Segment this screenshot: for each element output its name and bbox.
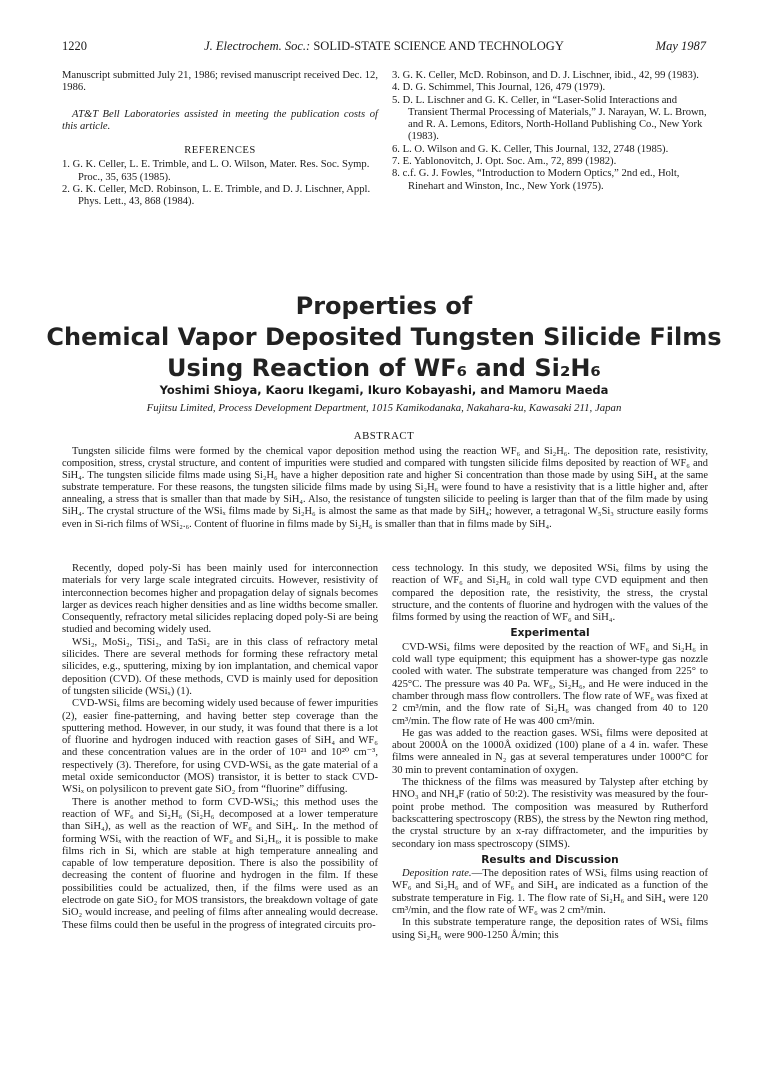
journal-name xyxy=(62,39,706,54)
body-paragraph: He gas was added to the reaction gases. WSiₓ films were deposited at about 2000Å on the 1000Å oxidized (100) plane of a 4 in. wafer. These films were annealed in N₂ gas at several temperatures under 1000°C for 30 min to prevent contamination of oxygen. xyxy=(392,727,708,776)
reference-item: 8. c.f. G. J. Fowles, “Introduction to Modern Optics,” 2nd ed., Holt, Rinehart and Winston, Inc., New York (1975). xyxy=(392,168,680,192)
reference-item: 4. D. G. Schimmel, This Journal, 126, 479 (1979). xyxy=(392,82,606,94)
reference-item: 7. E. Yablonovitch, J. Opt. Soc. Am., 72, 899 (1982). xyxy=(392,156,617,168)
body-paragraph: WSi₂, MoSi₂, TiSi₂, and TaSi₂ are in this class of refractory metal silicides. There are several methods for forming these refractory metal silicides, e.g., sputtering, mixing by ion implantation, and chemical vapor deposition (CVD). Of these methods, CVD is mainly used for deposition of tungsten silicide (WSiₓ) (1). xyxy=(62,636,378,697)
run-in-heading: Deposition rate. xyxy=(402,868,472,880)
body-paragraph: cess technology. In this study, we deposited WSiₓ films by using the reaction of WF₆ and Si₂H₆ in cold wall type CVD equipment and then compared the deposition rate, the resistivity, the stress, the crystal structure, and the contents of fluorine and hydrogen with the values of the films formed by using the reaction of WF₆ and SiH₄. xyxy=(392,563,708,624)
abstract-text: Tungsten silicide films were formed by the chemical vapor deposition method using the reaction WF₆ and Si₂H₆. The deposition rate, resistivity, composition, stress, crystal structure, and content of impurities were studied and compared with tungsten silicide films deposited by reaction of WF₆ and SiH₄. The tungsten silicide films made using Si₂H₆ have a higher deposition rate and higher Si concentration than those made by using SiH₄ at the same substrate temperature. For these reasons, the tungsten silicide films made by using Si₂H₆ were found to have a resistivity that is a little higher and, after annealing, a stress that is smaller than that made by SiH₄. Also, the resistance of tungsten silicide to peeling is larger than that of the film made by using SiH₄. The crystal structure of the WSiₓ films made by Si₂H₆ is almost the same as that made by SiH₄; however, a tetragonal W₅Si₃ structure easily forms even in Si-rich films of WSi₂.₆. Content of fluorine in films made by Si₂H₆ is smaller than that in films made by SiH₄. xyxy=(62,446,708,530)
references-heading: REFERENCES xyxy=(184,145,256,157)
page-number: 1220 xyxy=(62,39,87,53)
previous-article-left-column xyxy=(62,70,378,209)
journal-abbrev: J. Electrochem. Soc.: xyxy=(204,39,311,53)
title-line: Using Reaction of WF₆ and Si₂H₆ xyxy=(167,354,601,382)
abstract-heading: ABSTRACT xyxy=(353,430,415,442)
article-title xyxy=(0,291,768,384)
reference-item: 3. G. K. Celler, McD. Robinson, and D. J. Lischner, ibid., 42, 99 (1983). xyxy=(392,70,699,81)
body-left-column xyxy=(62,563,378,932)
title-line: Properties of xyxy=(295,292,473,320)
previous-article-right-column xyxy=(392,70,708,193)
body-paragraph xyxy=(392,868,708,917)
journal-section: SOLID-STATE SCIENCE AND TECHNOLOGY xyxy=(313,39,564,53)
acknowledgment: AT&T Bell Laboratories assisted in meeting the publication costs of this article. xyxy=(62,108,378,132)
section-heading-experimental: Experimental xyxy=(510,627,590,640)
issue-date: May 1987 xyxy=(655,39,706,53)
reference-item: 1. G. K. Celler, L. E. Trimble, and L. O. Wilson, Mater. Res. Soc. Symp. Proc., 35, 635 (1985). xyxy=(62,159,370,183)
reference-item: 2. G. K. Celler, McD. Robinson, L. E. Trimble, and D. J. Lischner, Appl. Phys. Lett., 43, 868 (1984). xyxy=(62,184,371,208)
manuscript-note: Manuscript submitted July 21, 1986; revised manuscript received Dec. 12, 1986. xyxy=(62,70,378,94)
title-line: Chemical Vapor Deposited Tungsten Silicide Films xyxy=(46,323,722,351)
running-header xyxy=(62,39,706,57)
body-paragraph: In this substrate temperature range, the deposition rates of WSiₓ films using Si₂H₆ were 900-1250 Å/min; this xyxy=(392,917,708,941)
body-paragraph: The thickness of the films was measured by Talystep after etching by HNO₃ and NH₄F (ratio of 50:2). The resistivity was measured by the four-point probe method. The composition was measured by Rutherford backscattering spectroscopy (RBS), the stress by the Newton ring method, the crystal structure by an x-ray diffractometer, and the impurities by secondary ion mass spectroscopy (SIMS). xyxy=(392,777,708,850)
paragraph-text: —The deposition rates of WSiₓ films using reaction of WF₆ and Si₂H₆ and of WF₆ and SiH₄ are indicated as a function of the substrate temperature in Fig. 1. The flow rate of Si₂H₆ and SiH₄ were 120 cm³/min, and the flow rate of WF₆ was 2 cm³/min. xyxy=(392,868,708,917)
body-paragraph: CVD-WSiₓ films were deposited by the reaction of WF₆ and Si₂H₆ in cold wall type equipment; this equipment has a shower-type gas nozzle cooled with water. The substrate temperature was changed from 225° to 425°C. The pressure was 40 Pa. WF₆, Si₂H₆, and He were induced in the chamber through mass flow controllers. The flow rate of WF₆ was fixed at 2 cm³/min, and the flow rate of Si₂H₆ was changed from 40 to 120 cm³/min. The flow rate of He was 400 cm³/min. xyxy=(392,641,708,727)
body-paragraph: CVD-WSiₓ films are becoming widely used because of fewer impurities (2), easier fine-patterning, and having better step coverage than the sputtering method. However, in our study, it was found that there is a lot of fluorine and hydrogen induced with reaction gases of SiH₄ and WF₆ and these concentration values are in the order of 10²¹ and 10²⁰ cm⁻³, respectively (3). Therefore, for using CVD-WSiₓ as the gate material of a metal oxide semiconductor (MOS) transistor, it is better to stack CVD-WSiₓ on polysilicon to prevent gate SiO₂ from “fluorine” diffusing. xyxy=(62,698,378,796)
body-paragraph: There is another method to form CVD-WSiₓ; this method uses the reaction of WF₆ and Si₂H₆ (Si₂H₆ decomposed at a lower temperature than SiH₄), as well as the reaction of WF₆ and SiH₄. In the method of forming WSiₓ with the reaction of WF₆ and Si₂H₆, it is possible to make films rich in Si, which are stable at high temperature annealing and capable of low temperature deposition. There is also the possibility of decreasing the content of fluorine and hydrogen in the film. If these possibilities could be actualized, then, if the films were used as an electrode on gate SiO₂ for MOS transistors, the breakdown voltage of gate SiO₂ would increase, and peeling of films after annealing would decrease. These films could then be useful in the progress of integrated circuits pro- xyxy=(62,796,378,931)
reference-item: 6. L. O. Wilson and G. K. Celler, This Journal, 132, 2748 (1985). xyxy=(392,143,669,155)
abstract xyxy=(62,446,708,531)
body-paragraph: Recently, doped poly-Si has been mainly used for interconnection materials for very large scale integrated circuits. However, resistivity of interconnection becomes higher and propagation delay of signals becomes larger as devices reach higher densities and as line widths become smaller. Consequently, refractory metal silicides replacing doped poly-Si are being studied and becoming widely used. xyxy=(62,563,378,636)
section-heading-results: Results and Discussion xyxy=(481,853,619,866)
affiliation: Fujitsu Limited, Process Development Department, 1015 Kamikodanaka, Nakahara-ku, Kawasaki 211, Japan xyxy=(146,402,622,414)
author-list: Yoshimi Shioya, Kaoru Ikegami, Ikuro Kobayashi, and Mamoru Maeda xyxy=(159,383,609,397)
reference-item: 5. D. L. Lischner and G. K. Celler, in “Laser-Solid Interactions and Transient Thermal Processing of Materials,” J. Narayan, W. L. Brown, and R. A. Lemons, Editors, North-Holland Publishing Co., New York (1983). xyxy=(392,94,707,143)
body-right-column xyxy=(392,563,708,942)
